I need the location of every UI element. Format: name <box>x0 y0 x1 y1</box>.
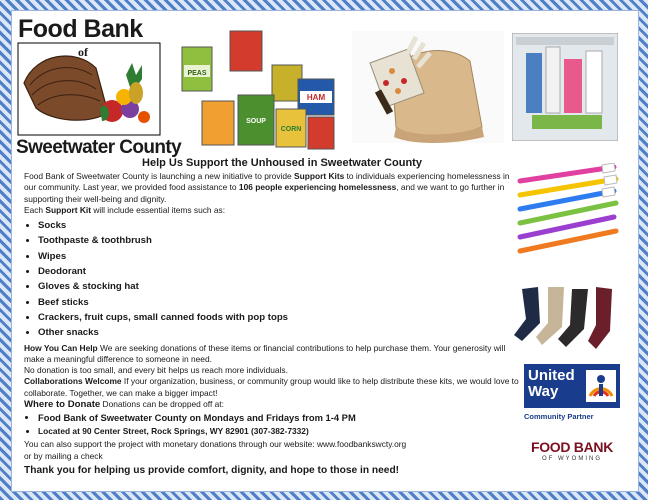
dropoff-list <box>24 412 519 437</box>
thank-you-message: Thank you for helping us provide comfort, dignity, and hope to those in need! <box>24 464 400 476</box>
toiletries-bag-image <box>512 33 618 141</box>
can-label-peas: PEAS <box>187 70 207 77</box>
dropoff-item: • Located at 90 Center Street, Rock Springs, WY 82901 (307-382-7332) <box>38 425 519 438</box>
logo-title-line1: Food Bank <box>18 15 143 43</box>
intro-text: , and we want to go further in supporting their well-being and dignity. <box>24 182 505 204</box>
homeless-count-emphasis: 106 people experiencing homelessness <box>238 182 397 193</box>
intro-text: Food Bank of Sweetwater County is launching a new initiative to provide <box>24 171 295 181</box>
united-way-name <box>528 368 575 400</box>
how-to-help-text: We are seeking donations of these items or financial contributions to help purchase them. Your generosity will make a meaningful difference to someone in need. <box>24 342 506 364</box>
kit-item: • Crackers, fruit cups, small canned foods with pop tops <box>38 310 519 325</box>
kit-item: • Deodorant <box>38 264 519 279</box>
united-way-logo <box>524 364 620 421</box>
intro-paragraph <box>24 171 519 205</box>
can-label-corn: CORN <box>280 126 302 133</box>
how-to-help-line2: No donation is too small, and every bit helps us reach more individuals. <box>24 365 288 376</box>
mailing-check: or by mailing a check <box>24 450 103 461</box>
where-to-donate-label: Where to Donate <box>24 399 101 411</box>
support-kit-emphasis: Support Kit <box>45 204 92 215</box>
collaborations <box>24 376 519 399</box>
united-way-badge <box>524 364 620 408</box>
where-to-donate-text: Donations can be dropped off at: <box>100 399 224 410</box>
kit-item: • Gloves & stocking hat <box>38 279 519 294</box>
gloves-and-hat-image <box>352 31 504 143</box>
collaborations-label: Collaborations Welcome <box>24 376 122 387</box>
canned-food-image <box>172 25 342 151</box>
how-to-help <box>24 343 519 366</box>
kit-item: • Toothpaste & toothbrush <box>38 233 519 248</box>
food-bank-logo <box>16 13 182 161</box>
united-way-hand-icon <box>586 370 616 402</box>
united-way-name-line1: United <box>528 367 575 384</box>
socks-image <box>512 283 622 353</box>
collaborations-text: If your organization, business, or community group would like to help distribute these kits, we would love to collaborate. Together, we can make a bigger impact! <box>24 376 519 398</box>
flyer-body <box>24 171 519 476</box>
united-way-name-line2: Way <box>528 383 559 400</box>
logo-title-line2: of <box>78 45 88 59</box>
kit-item: • Other snacks <box>38 325 519 340</box>
community-partner-label: Community Partner <box>524 412 594 421</box>
page-title: Help Us Support the Unhoused in Sweetwater County <box>142 157 422 169</box>
intro-text: to individuals experiencing homelessness in our community. Last year, we provided food assistance to <box>24 171 510 193</box>
kit-intro-text: will include essential items such as: <box>91 204 226 215</box>
food-bank-wyoming-name: FOOD BANK <box>530 439 614 455</box>
where-to-donate <box>24 399 519 410</box>
kit-intro <box>24 205 519 216</box>
how-to-help-label: How You Can Help <box>24 342 98 353</box>
food-bank-wyoming-sub: OF WYOMING <box>542 456 602 462</box>
can-label-ham: HAM <box>306 93 326 102</box>
can-label-soup: SOUP <box>246 118 266 125</box>
kit-item: • Socks <box>38 218 519 233</box>
food-bank-wyoming-logo <box>522 439 622 462</box>
kit-item: • Beef sticks <box>38 295 519 310</box>
kit-items-list <box>24 218 519 340</box>
support-kits-emphasis: Support Kits <box>294 171 345 181</box>
logo-title-line3: Sweetwater County <box>16 137 182 158</box>
kit-item: • Wipes <box>38 249 519 264</box>
flyer <box>11 10 639 492</box>
monetary-donation: You can also support the project with monetary donations through our website: www.foodbankswcty.org <box>24 439 407 450</box>
kit-intro-text: Each <box>24 204 46 215</box>
dropoff-item: • Food Bank of Sweetwater County on Mondays and Fridays from 1-4 PM <box>38 412 519 425</box>
toothbrushes-image <box>514 163 622 263</box>
